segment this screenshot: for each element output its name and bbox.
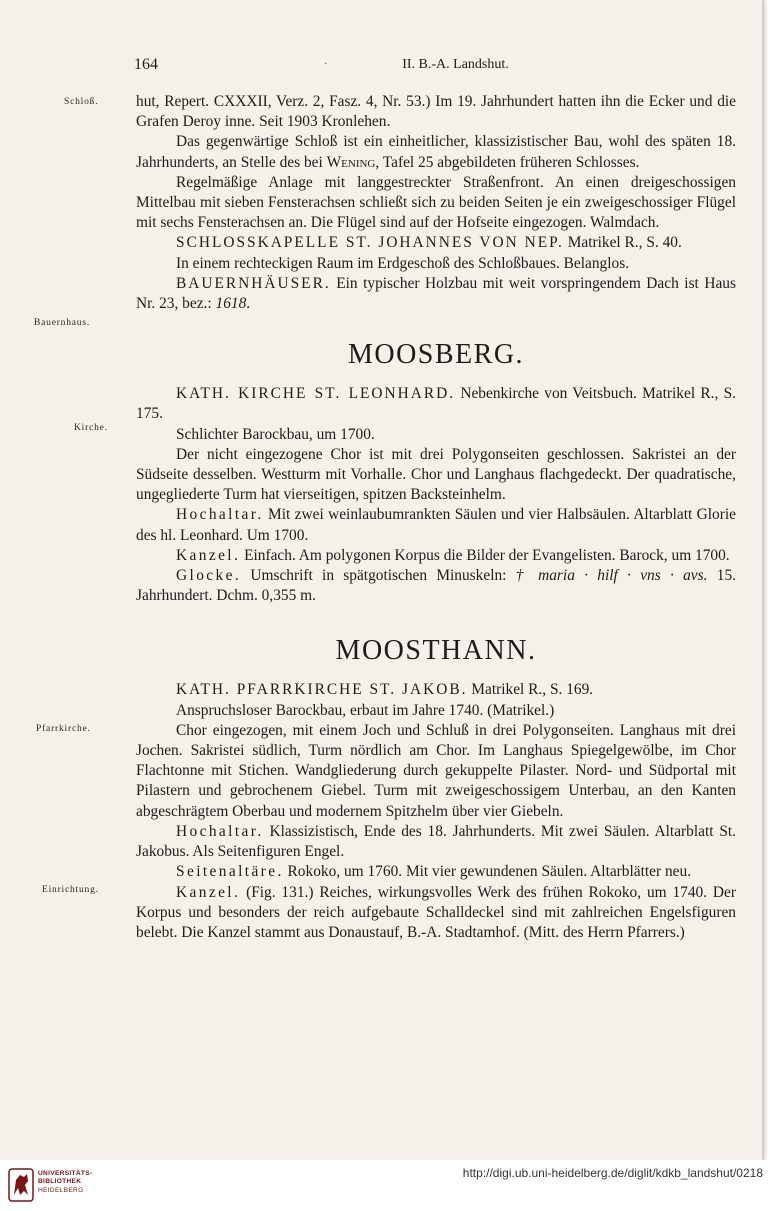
entry-heading: BAUERNHÄUSER. [176, 274, 331, 292]
logo-text: UNIVERSITÄTS- BIBLIOTHEK HEIDELBERG [38, 1170, 93, 1194]
section-heading-moosberg: MOOSBERG. [347, 339, 525, 371]
entry-heading: Seitenaltäre. [176, 863, 284, 881]
text-column [136, 92, 736, 943]
entry-heading: KATH. PFARRKIRCHE ST. JAKOB. [176, 681, 468, 699]
paragraph: Der nicht eingezogene Chor ist mit drei Polygonseiten geschlossen. Sakristei an der Südseite desselben. Westturm mit Vorhalle. Chor und Langhaus flachgedeckt. Der quadratische, ungegliederte Turm hat vierseitigen, spitzen Backsteinhelm. [136, 445, 736, 504]
speck: · [324, 59, 328, 70]
paragraph: Glocke. Umschrift in spätgotischen Minuskeln: † maria · hilf · vns · avs. 15. Jahrhundert. Dchm. 0,355 m. [136, 567, 736, 605]
library-logo[interactable] [8, 1168, 98, 1204]
paragraph: Chor eingezogen, mit einem Joch und Schluß in drei Polygonseiten. Langhaus mit drei Jochen. Sakristei südlich, Turm nördlich am Chor. Im Langhaus Spiegelgewölbe, im Chor Flachtonne mit Stichen. Wandgliederung durch gekuppelte Pilaster. Nord- und Südportal mit Pilastern und gebrochenem Giebel. Turm mit zweigeschossigem Unterbau, an den Kanten abgeschrägtem Oberbau und modernem Spitzhelm über vier Giebeln. [136, 721, 736, 820]
paragraph: hut, Repert. CXXXII, Verz. 2, Fasz. 4, Nr. 53.) Im 19. Jahrhundert hatten ihn die Ecker und die Grafen Deroy inne. Seit 1903 Kronlehen. [136, 93, 736, 131]
paragraph: SCHLOSSKAPELLE ST. JOHANNES VON NEP. Matrikel R., S. 40. [176, 234, 682, 252]
paragraph: Hochaltar. Klassizistisch, Ende des 18. Jahrhunderts. Mit zwei Säulen. Altarblatt St. Jakobus. Als Seitenfiguren Engel. [136, 822, 736, 861]
author-name: Wening [326, 153, 376, 171]
bell-inscription: † maria · hilf · vns · avs. [515, 567, 708, 585]
paragraph: Kanzel. Einfach. Am polygonen Korpus die Bilder der Evangelisten. Barock, um 1700. [176, 546, 730, 564]
running-header [134, 56, 737, 78]
entry-heading: Kanzel. [176, 883, 241, 901]
entry-heading: Glocke. [176, 567, 242, 585]
lion-crest-icon [8, 1168, 34, 1202]
paragraph: KATH. KIRCHE ST. LEONHARD. Nebenkirche von Veitsbuch. Matrikel R., S. 175. [136, 385, 736, 423]
inscription-date: 1618 [215, 295, 247, 313]
section-heading-moosthann: MOOSTHANN. [335, 635, 537, 667]
running-title: II. B.-A. Landshut. [402, 57, 509, 72]
paragraph: BAUERNHÄUSER. Ein typischer Holzbau mit weit vorspringendem Dach ist Haus Nr. 23, bez.: 1618. [136, 274, 736, 313]
sidenote-pfarrkirche: Pfarrkirche. [36, 724, 91, 734]
entry-heading: Hochaltar. [176, 822, 264, 840]
entry-heading: Hochaltar. [176, 506, 264, 524]
entry-heading: KATH. KIRCHE ST. LEONHARD. [176, 385, 456, 403]
paragraph: Kanzel. (Fig. 131.) Reiches, wirkungsvolles Werk des frühen Rokoko, um 1740. Der Korpus und besonders der reich aufgebaute Schalldeckel sind mit zahlreichen Engelsfiguren belebt. Die Kanzel stammt aus Donaustauf, B.-A. Stadtamhof. (Mitt. des Herrn Pfarrers.) [136, 883, 736, 941]
sidenote-kirche: Kirche. [74, 423, 108, 433]
paragraph: In einem rechteckigen Raum im Erdgeschoß des Schloßbaues. Belanglos. [176, 254, 630, 272]
paragraph: KATH. PFARRKIRCHE ST. JAKOB. Matrikel R., S. 169. [176, 681, 594, 699]
digitization-footer [0, 1160, 771, 1211]
paragraph: Das gegenwärtige Schloß ist ein einheitlicher, klassizistischer Bau, wohl des späten 18. Jahrhunderts, an Stelle des bei Wening, Tafel 25 abgebildeten früheren Schlosses. [136, 133, 736, 171]
source-url-link[interactable]: http://digi.ub.uni-heidelberg.de/diglit/kdkb_landshut/0218 [462, 1166, 763, 1180]
sidenote-schloss: Schloß. [64, 97, 99, 107]
entry-heading: Kanzel. [176, 546, 241, 564]
page-number: 164 [134, 56, 158, 73]
paragraph: Regelmäßige Anlage mit langgestreckter Straßenfront. An einen dreigeschossigen Mittelbau mit sieben Fensterachsen schließt sich zu beiden Seiten je ein zweigeschossiger Flügel mit sechs Fensterachsen an. Die Flügel sind auf der Hofseite eingezogen. Walmdach. [136, 173, 736, 232]
sidenote-einrichtung: Einrichtung. [42, 885, 99, 895]
sidenote-bauernhaus: Bauernhaus. [34, 318, 91, 328]
paragraph: Schlichter Barockbau, um 1700. [176, 425, 375, 443]
paragraph: Anspruchsloser Barockbau, erbaut im Jahre 1740. (Matrikel.) [176, 701, 555, 719]
paragraph: Hochaltar. Mit zwei weinlaubumrankten Säulen und vier Halbsäulen. Altarblatt Glorie des hl. Leonhard. Um 1700. [136, 506, 736, 544]
paragraph: Seitenaltäre. Rokoko, um 1760. Mit vier gewundenen Säulen. Altarblätter neu. [176, 863, 692, 881]
entry-heading: SCHLOSSKAPELLE ST. JOHANNES VON NEP. [176, 234, 564, 252]
